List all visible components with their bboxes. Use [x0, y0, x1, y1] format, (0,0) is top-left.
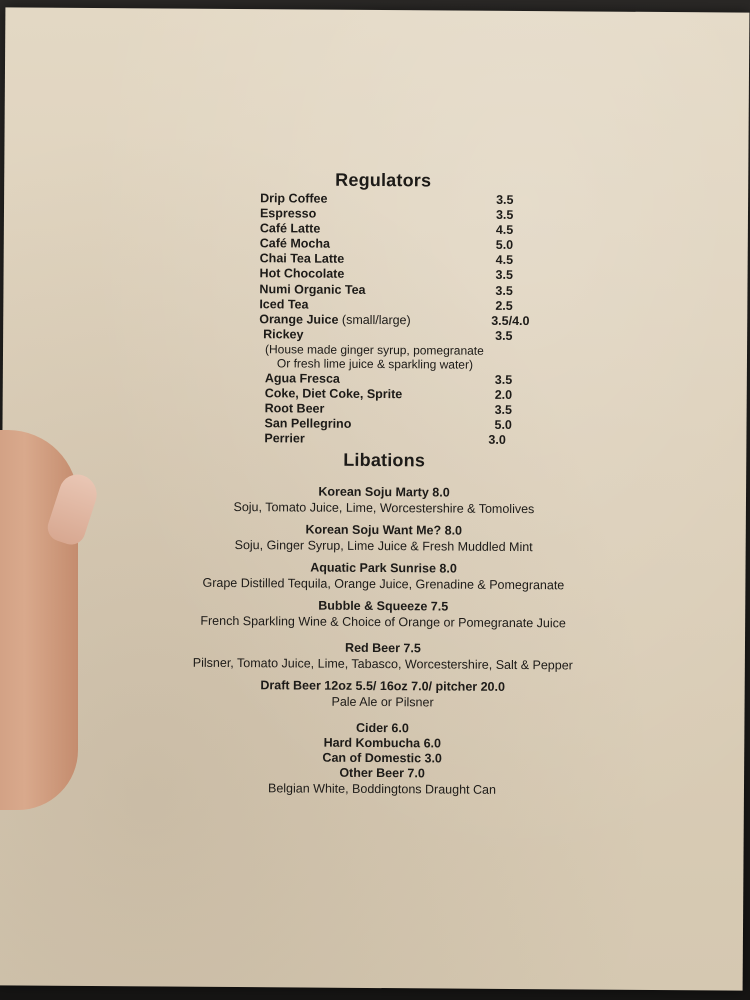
item-price: 5.0	[495, 238, 514, 253]
item-size: (small/large)	[341, 312, 411, 328]
libation-name: Korean Soju Marty 8.0	[318, 484, 450, 500]
item-name: Café Latte	[259, 221, 321, 236]
item-price: 3.5	[496, 192, 514, 207]
item-price: 3.0	[488, 433, 506, 448]
libation-item	[2, 519, 750, 556]
item-name: Root Beer	[264, 401, 325, 416]
libation-item	[1, 595, 750, 632]
libation-extras	[0, 718, 750, 799]
item-name: Espresso	[259, 206, 317, 221]
extras-desc: Belgian White, Boddingtons Draught Can	[267, 781, 496, 797]
item-name: San Pellegrino	[264, 416, 352, 432]
libation-desc: Pale Ale or Pilsner	[331, 694, 434, 710]
menu-sheet	[0, 7, 749, 990]
item-price: 3.5	[494, 372, 513, 387]
item-price: 2.5	[495, 298, 513, 313]
libation-desc: Grape Distilled Tequila, Orange Juice, Grenadine & Pomegranate	[202, 575, 565, 593]
item-price: 3.5/4.0	[491, 313, 530, 328]
item-price: 4.5	[495, 223, 514, 238]
item-price: 5.0	[494, 418, 512, 433]
item-price: 3.5	[495, 283, 513, 298]
libation-item	[1, 637, 750, 674]
libation-name: Bubble & Squeeze 7.5	[318, 598, 449, 614]
libation-item	[1, 675, 750, 712]
libation-item	[1, 557, 750, 594]
rickey-note	[259, 342, 549, 373]
rickey-note-line1: (House made ginger syrup, pomegranate	[264, 342, 484, 358]
item-name: Chai Tea Latte	[259, 251, 345, 267]
item-name: Perrier	[264, 431, 305, 446]
item-name-text: Orange Juice	[259, 311, 339, 327]
item-name	[259, 312, 411, 328]
libation-desc: Pilsner, Tomato Juice, Lime, Tabasco, Worcestershire, Salt & Pepper	[192, 655, 573, 673]
libations-heading: Libations	[343, 449, 426, 471]
extra-item: Can of Domestic 3.0	[322, 750, 442, 766]
item-name: Rickey	[263, 327, 304, 342]
libation-name: Korean Soju Want Me? 8.0	[305, 522, 463, 538]
item-price: 2.0	[494, 387, 513, 402]
libation-desc: Soju, Ginger Syrup, Lime Juice & Fresh Muddled Mint	[234, 538, 533, 555]
menu-item	[258, 432, 548, 449]
item-price: 4.5	[495, 253, 514, 268]
item-name: Coke, Diet Coke, Sprite	[264, 386, 403, 402]
item-name: Iced Tea	[259, 296, 309, 312]
regulators-list	[258, 191, 550, 448]
item-name: Agua Fresca	[264, 371, 340, 386]
libation-name: Draft Beer 12oz 5.5/ 16oz 7.0/ pitcher 20.0	[260, 678, 506, 694]
regulators-heading: Regulators	[335, 169, 432, 191]
extra-item: Cider 6.0	[355, 720, 409, 736]
item-price: 3.5	[495, 328, 513, 343]
rickey-note-line2: Or fresh lime juice & sparkling water)	[276, 356, 474, 373]
item-price: 3.5	[495, 207, 514, 223]
libation-desc: French Sparkling Wine & Choice of Orange or Pomegranate Juice	[200, 613, 566, 631]
item-name: Hot Chocolate	[259, 266, 345, 282]
menu-item	[259, 327, 549, 344]
item-name: Numi Organic Tea	[259, 281, 366, 297]
libation-name: Red Beer 7.5	[345, 640, 421, 656]
extra-item: Hard Kombucha 6.0	[323, 735, 442, 751]
item-name: Café Mocha	[259, 236, 330, 251]
extra-item: Other Beer 7.0	[339, 765, 425, 781]
libation-desc: Soju, Tomato Juice, Lime, Worcestershire & Tomolives	[233, 500, 535, 517]
libation-item	[2, 481, 750, 518]
libation-name: Aquatic Park Sunrise 8.0	[310, 560, 457, 576]
item-price: 3.5	[494, 402, 513, 418]
item-name: Drip Coffee	[260, 191, 328, 206]
item-price: 3.5	[495, 268, 514, 283]
